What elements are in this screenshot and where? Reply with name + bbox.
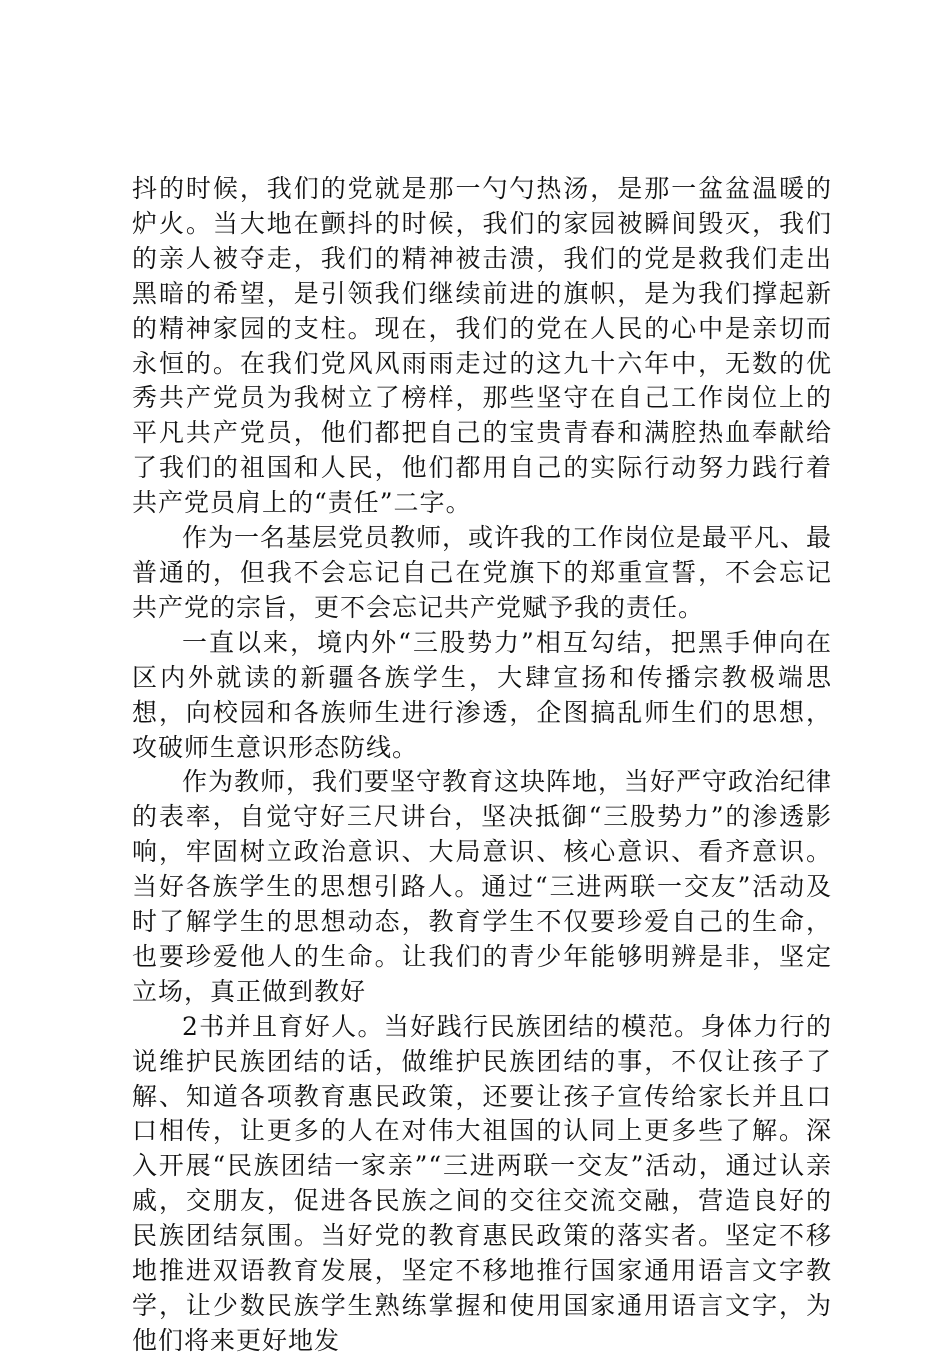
paragraph-three-forces: 一直以来，境内外“三股势力”相互勾结，把黑手伸向在区内外就读的新疆各族学生，大肆宣扬和传播宗教极端思想，向校园和各族师生进行渗透，企图搞乱师生们的思想，攻破师生意识形态防线。: [132, 627, 832, 762]
paragraph-teacher-duty: 作为一名基层党员教师，或许我的工作岗位是最平凡、最普通的，但我不会忘记自己在党旗下的郑重宣誓，不会忘记共产党的宗旨，更不会忘记共产党赋予我的责任。: [132, 523, 833, 622]
paragraph-continuation: 抖的时候，我们的党就是那一勺勺热汤，是那一盆盆温暖的炉火。当大地在颤抖的时候，我们的家园被瞬间毁灭，我们的亲人被夺走，我们的精神被击溃，我们的党是救我们走出黑暗的希望，是引领我们继续前进的旗帜，是为我们撑起新的精神家园的支柱。现在，我们的党在人民的心中是亲切而永恒的。在我们党风风雨雨走过的这九十六年中，无数的优秀共产党员为我树立了榜样，那些坚守在自己工作岗位上的平凡共产党员，他们都把自己的宝贵青春和满腔热血奉献给了我们的祖国和人民，他们都用自己的实际行动努力践行着共产党员肩上的“责任”二字。: [132, 174, 832, 518]
paragraph-ethnic-unity: 2书并且育好人。当好践行民族团结的模范。身体力行的说维护民族团结的话，做维护民族团结的事，不仅让孩子了解、知道各项教育惠民政策，还要让孩子宣传给家长并且口口相传，让更多的人在对伟大祖国的认同上更多些了解。深入开展“民族团结一家亲”“三进两联一交友”活动，通过认亲戚，交朋友，促进各民族之间的交往交流交融，营造良好的民族团结氛围。当好党的教育惠民政策的落实者。坚定不移地推进双语教育发展，坚定不移地推行国家通用语言文字教学，让少数民族学生熟练掌握和使用国家通用语言文字，为他们将来更好地发: [132, 1011, 832, 1355]
document-page: [132, 172, 832, 1359]
paragraph-as-teacher: 作为教师，我们要坚守教育这块阵地，当好严守政治纪律的表率，自觉守好三尺讲台，坚决抵御“三股势力”的渗透影响，牢固树立政治意识、大局意识、核心意识、看齐意识。当好各族学生的思想引路人。通过“三进两联一交友”活动及时了解学生的思想动态，教育学生不仅要珍爱自己的生命，也要珍爱他人的生命。让我们的青少年能够明辨是非，坚定立场，真正做到教好: [132, 767, 833, 1006]
